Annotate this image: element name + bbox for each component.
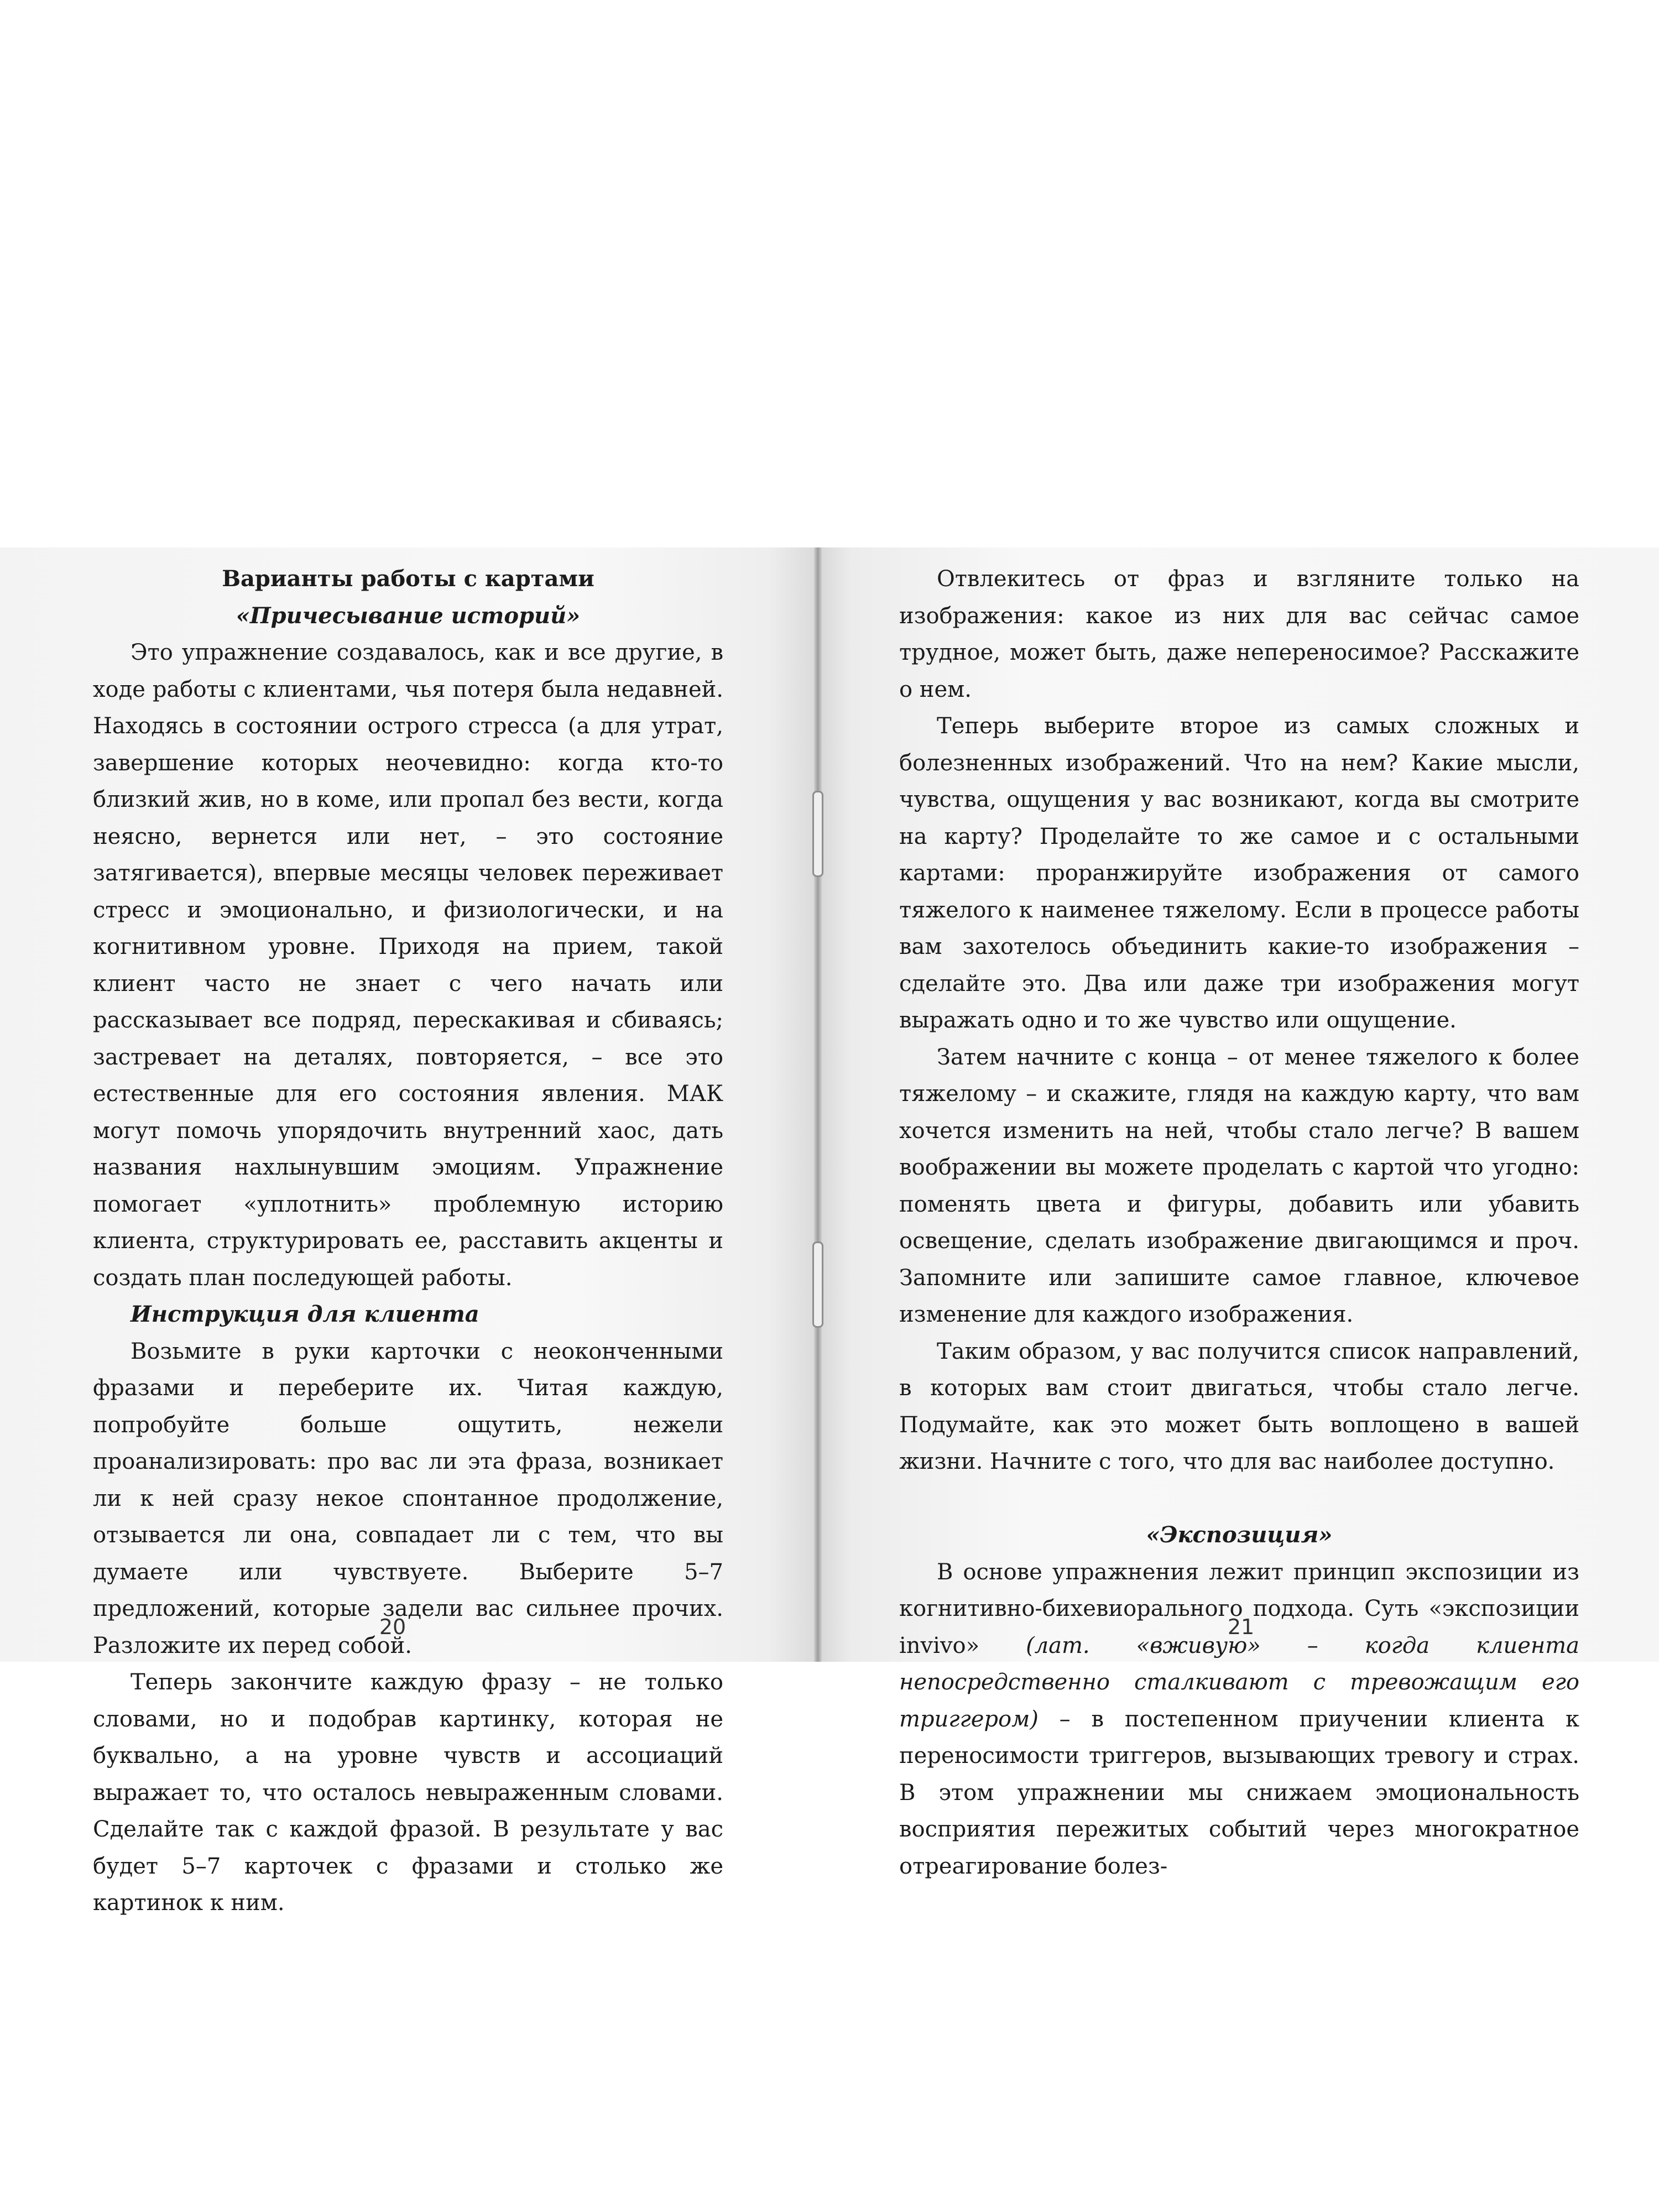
instruction-paragraph-2: Теперь закончите каждую фразу – не только словами, но и подобрав картинку, которая не буквально, а на уровне чувств и ассоциаций выражает то, что осталось невыраженным словами. Сделайте так с каждой фразой. В результате у вас будет 5–7 карточек с фразами и столько же картинок к ним. [93, 1670, 723, 1916]
continuation-paragraph-3: Затем начните с конца – от менее тяжелого к более тяжелому – и скажите, глядя на каждую карту, что вам хочется изменить на ней, чтобы стало легче? В вашем воображении вы можете проделать с картой что угодно: поменять цвета и фигуры, добавить или убавить освещение, сделать изображение двигающимся и проч. Запомните или запишите самое главное, ключевое изменение для каждого изображения. [899, 1044, 1579, 1327]
exercise-title: «Причесывание историй» [236, 602, 581, 629]
staple-top [812, 791, 823, 877]
exposition-heading: «Экспозиция» [1146, 1522, 1333, 1548]
left-page [0, 547, 817, 1916]
exposition-paragraph [899, 1554, 1579, 1885]
exposition-text-start: В основе упражнения лежит принцип экспозиции из когнитивно-бихевиорального подхода. Суть «экспозиции invivo» [899, 1559, 1579, 1658]
book-spread [0, 547, 1659, 1916]
left-text-column [93, 561, 723, 1922]
continuation-paragraph-4: Таким образом, у вас получится список направлений, в которых вам стоит двигаться, чтобы стало легче. Подумайте, как это может быть воплощено в вашей жизни. Начните с того, что для вас наиболее доступно. [899, 1338, 1579, 1474]
right-text-column [899, 561, 1579, 1885]
continuation-paragraph-2: Теперь выберите второе из самых сложных и болезненных изображений. Что на нем? Какие мысли, чувства, ощущения у вас возникают, когда вы смотрите на карту? Проделайте то же самое и с остальными картами: проранжируйте изображения от самого тяжелого к наименее тяжелому. Если в процессе работы вам захотелось объединить какие-то изображения – сделайте это. Два или даже три изображения могут выражать одно и то же чувство или ощущение. [899, 713, 1579, 1033]
exposition-text-italic: (лат. «вживую» – когда клиента непосредственно сталкивают с тревожащим его триггером) [899, 1632, 1579, 1732]
instruction-paragraph-1: Возьмите в руки карточки с неоконченными фразами и переберите их. Читая каждую, попробуйте больше ощутить, нежели проанализировать: про вас ли эта фраза, возникает ли к ней сразу некое спонтанное продолжение, отзывается ли она, совпадает ли с тем, что вы думаете или чувствуете. Выберите 5–7 предложений, которые задели вас сильнее прочих. Разложите их перед собой. [93, 1338, 723, 1658]
section-heading: Варианты работы с картами [222, 566, 594, 592]
right-page [817, 547, 1659, 1879]
book-gutter [814, 547, 822, 1662]
instruction-heading: Инструкция для клиента [131, 1301, 479, 1327]
intro-paragraph: Это упражнение создавалось, как и все другие, в ходе работы с клиентами, чья потеря была недавней. Находясь в состоянии острого стресса (а для утрат, завершение которых неочевидно: когда кто-то близкий жив, но в коме, или пропал без вести, когда неясно, вернется или нет, – это состояние затягивается), впервые месяцы человек переживает стресс и эмоционально, и физиологически, и на когнитивном уровне. Приходя на прием, такой клиент часто не знает с чего начать или рассказывает все подряд, перескакивая и сбиваясь; застревает на деталях, повторяется, – все это естественные для его состояния явления. МАК могут помочь упорядочить внутренний хаос, дать названия нахлынувшим эмоциям. Упражнение помогает «уплотнить» проблемную историю клиента, структурировать ее, расставить акценты и создать план последующей работы. [93, 640, 723, 1291]
exposition-text-end: – в постепенном приучении клиента к переносимости триггеров, вызывающих тревогу и страх. В этом упражнении мы снижаем эмоциональность восприятия пережитых событий через многократное отреагирование болез- [899, 1706, 1579, 1879]
page-number-left: 20 [379, 1615, 406, 1639]
spacer [899, 1480, 1579, 1517]
page-number-right: 21 [1227, 1615, 1255, 1639]
staple-bottom [812, 1241, 823, 1328]
continuation-paragraph-1: Отвлекитесь от фраз и взгляните только на изображения: какое из них для вас сейчас самое трудное, может быть, даже непереносимое? Расскажите о нем. [899, 566, 1579, 702]
